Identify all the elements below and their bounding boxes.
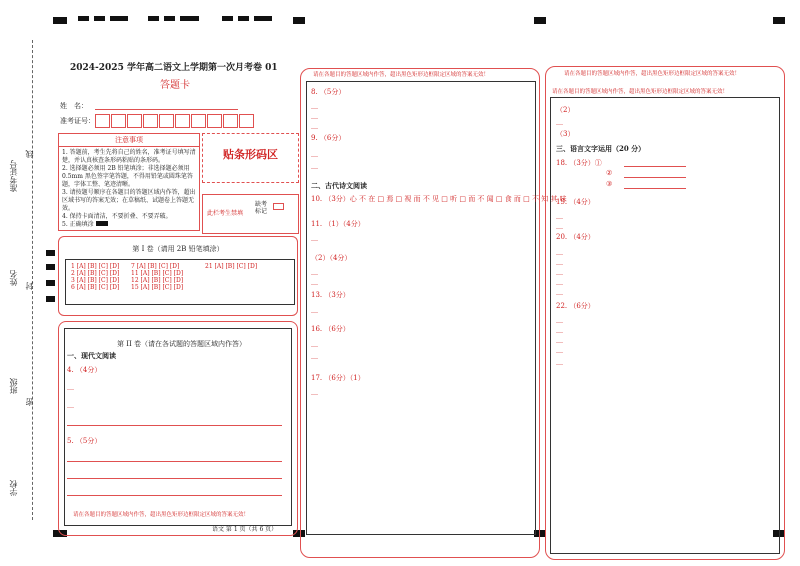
section3-heading: 三、语言文字运用（20 分） [556,144,646,153]
q10-label: 10. （3分）心 不 在 □ 焉 □ 视 而 不 见 □ 听 □ 而 不 闻 □ 食 而 □ 不 知 其 味 [311,195,567,203]
notice-item: 4. 保持卡面清洁，不要折叠、不要弄破。 [62,213,172,220]
q16-label: 16. （6分） [311,325,350,333]
exam-id-boxes[interactable] [95,114,254,128]
notice-item: 2. 选择题必须用 2B 铅笔填涂；非选择题必须用 0.5mm 黑色签字笔答题，不得用铅笔或圆珠笔答题，字体工整、笔迹清晰。 [62,165,193,188]
choice-row[interactable]: 11 [A] [B] [C] [D] [131,270,184,277]
timing-mark [773,17,785,24]
absent-box [202,194,299,234]
part2-box: 第 II 卷（请在各试题的答题区域内作答） 一、现代文阅读 4. （4分） __ __ 5. （5分） 请在各题目的答题区域内作答，超出黑色矩形边框限定区域的答案无效！ [58,321,298,536]
choice-row[interactable]: 3 [A] [B] [C] [D] [71,277,120,284]
timing-mark [94,16,105,21]
absent-mark-label: 缺考标记 [255,201,268,215]
page-subtitle: 答题卡 [160,80,190,91]
side-label-line: 线 [25,150,34,158]
part1-title: 第 I 卷（请用 2B 铅笔填涂） [132,245,224,253]
column2-box: 请在各题目的答题区域内作答，超出黑色矩形边框限定区域的答案无效！ 8. （5分） __ __ __ 9. （6分） __ __ 二、古代诗文阅读 10. （3分）心 不 在 □ 焉 □ 视 而 不 见 □ 听 □ 而 不 闻 □ 食 而 □ 不 知 其 味 11. （1）（4分） __ （2）（4分） __ __ 13. （3分） __ 16. （6分） __ __ 17. （6分）（1） __ [300,68,540,558]
timing-mark [262,16,272,21]
absent-label: 此栏考生禁填 [207,210,244,217]
notice-item: 1. 答题前，考生先将自己的姓名，准考证号填写清楚，并认真核查条形码粘贴的条形码。 [62,149,196,164]
page-footer: 语文 第 1 页（共 6 页） [212,526,278,533]
q13-label: 13. （3分） [311,291,350,299]
choice-row[interactable]: 12 [A] [B] [C] [D] [131,277,184,284]
warning-text: 请在各题目的答题区域内作答，超出黑色矩形边框限定区域的答案无效！ [552,89,729,95]
notice-item: 3. 请按题号顺序在各题目的答题区域内作答，超出区域书写的答案无效；在草稿纸、试题卷上答题无效。 [62,189,196,212]
side-label-name: 姓名 [9,270,18,286]
q18c-label: ③ [606,180,613,188]
choice-row[interactable]: 15 [A] [B] [C] [D] [131,284,184,291]
timing-mark [46,250,55,256]
barcode-label: 贴条形码区 [223,148,278,161]
q19-label: 19. （4分） [556,198,595,206]
q11-label: 11. （1）（4分） [311,220,365,228]
q18b-label: ② [606,169,613,177]
fill-sample [96,221,108,226]
choice-row[interactable]: 7 [A] [B] [C] [D] [131,263,180,270]
section2-heading: 二、古代诗文阅读 [311,181,367,190]
timing-mark [46,280,55,286]
timing-mark [164,16,175,21]
absent-checkbox[interactable] [273,203,284,210]
q20-label: 20. （4分） [556,233,595,241]
notice-box [58,133,200,231]
timing-mark [148,16,159,21]
timing-mark [78,16,89,21]
side-label-seal: 封 [25,282,34,290]
side-label-exam-id: 准考证号 [9,160,18,192]
warning-text: 请在各题目的答题区域内作答，超出黑色矩形边框限定区域的答案无效！ [564,71,741,77]
q17-label: 17. （6分）（1） [311,374,365,382]
barcode-area [202,133,299,183]
timing-mark [222,16,233,21]
timing-mark [534,17,546,24]
warning-text: 请在各题目的答题区域内作答，超出黑色矩形边框限定区域的答案无效！ [73,512,250,518]
part1-box [58,236,298,316]
exam-id-label: 准考证号： [60,117,95,125]
section1-heading: 一、现代文阅读 [67,351,116,360]
timing-mark [189,16,199,21]
page-title: 2024-2025 学年高二语文上学期第一次月考卷 01 [70,63,278,73]
column3-box: 请在各题目的答题区域内作答，超出黑色矩形边框限定区域的答案无效！ 请在各题目的答题区域内作答，超出黑色矩形边框限定区域的答案无效！ （2） __ （3） 三、语言文字运用（20 分） 18. （3分）① ② ③ 19. （4分） __ __ 20. （4分） __ __ __ __ __ 22. （6分） __ __ __ __ __ [545,66,785,560]
q9-label: 9. （6分） [311,134,346,142]
warning-text: 请在各题目的答题区域内作答，超出黑色矩形边框限定区域的答案无效！ [313,72,490,78]
timing-mark [46,296,55,302]
q4-label: 4. （4分） [67,366,102,374]
q5-label: 5. （5分） [67,437,102,445]
side-label-class: 班级 [9,378,18,394]
timing-mark [293,17,305,24]
q8-label: 8. （5分） [311,88,346,96]
notice-item: 5. 正确填涂 [62,221,94,228]
binding-line [32,40,33,520]
name-label: 姓 名： [60,102,88,110]
part2-title: 第 II 卷（请在各试题的答题区域内作答） [117,340,246,348]
notice-title: 注意事项 [59,134,199,147]
choice-row[interactable]: 2 [A] [B] [C] [D] [71,270,120,277]
q18-label: 18. （3分）① [556,159,602,167]
choice-row[interactable]: 6 [A] [B] [C] [D] [71,284,120,291]
timing-mark [118,16,128,21]
q22-label: 22. （6分） [556,302,595,310]
timing-mark [53,17,67,24]
choice-row[interactable]: 21 [A] [B] [C] [D] [205,263,258,270]
side-label-secret: 密 [25,398,34,406]
q2-label: （2） [556,106,575,114]
q3-label: （3） [556,130,575,138]
timing-mark [46,264,55,270]
timing-mark [238,16,249,21]
q11b-label: （2）（4分） [311,254,352,262]
side-label-school: 学校 [9,480,18,496]
choice-row[interactable]: 1 [A] [B] [C] [D] [71,263,120,270]
name-field[interactable] [95,109,238,110]
